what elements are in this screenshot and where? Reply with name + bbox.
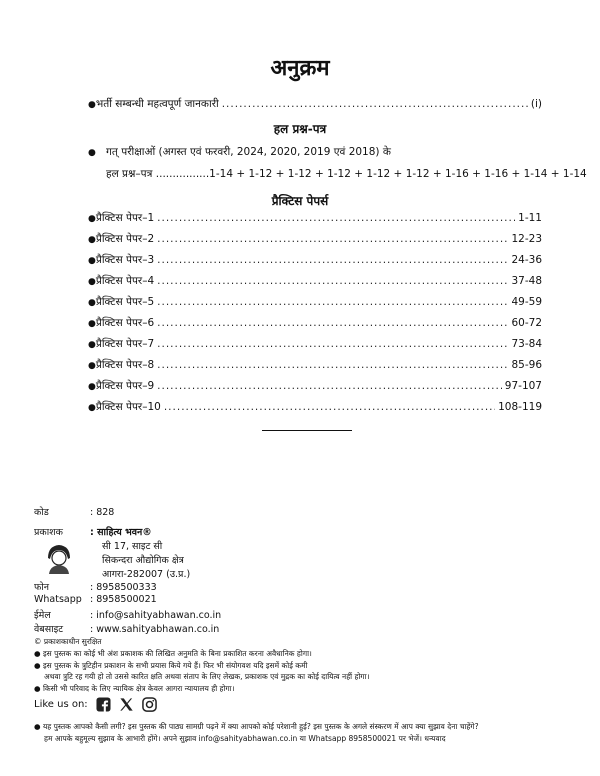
bullet-icon: ● bbox=[88, 214, 96, 224]
toc-item-practice[interactable] bbox=[88, 337, 542, 353]
toc-label: प्रैक्टिस पेपर–7 bbox=[95, 338, 155, 350]
toc-item-practice[interactable] bbox=[88, 295, 542, 311]
leader-dots bbox=[157, 380, 502, 392]
toc-page: 108-119 bbox=[498, 401, 542, 413]
toc-label: प्रैक्टिस पेपर–8 bbox=[95, 359, 155, 371]
bullet-icon: ● bbox=[88, 403, 96, 413]
bullet-icon: ● bbox=[88, 298, 96, 308]
toc-label: प्रैक्टिस पेपर–9 bbox=[95, 380, 155, 392]
facebook-icon[interactable] bbox=[96, 697, 111, 712]
bullet-icon: ● bbox=[88, 361, 96, 371]
address-line-1: सी 17, साइट सी bbox=[102, 541, 163, 552]
note-1: ● इस पुस्तक का कोई भी अंश प्रकाशक की लिखित अनुमति के बिना प्रकाशित करना अवैधानिक होगा। bbox=[34, 649, 312, 658]
toc-item-practice[interactable] bbox=[88, 211, 542, 227]
leader-dots bbox=[157, 212, 515, 224]
leader-dots bbox=[157, 233, 508, 245]
imprint-code: कोड : 828 bbox=[34, 507, 115, 518]
toc-label: प्रैक्टिस पेपर–1 bbox=[95, 212, 155, 224]
imprint-whatsapp: Whatsapp : 8958500021 bbox=[34, 594, 157, 605]
toc-label: प्रैक्टिस पेपर–10 bbox=[95, 401, 161, 413]
note-3: ● किसी भी परिवाद के लिए न्यायिक क्षेत्र केवल आगरा न्यायालय ही होगा। bbox=[34, 684, 235, 693]
bullet-icon: ● bbox=[34, 684, 43, 693]
toc-item-practice[interactable] bbox=[88, 379, 542, 395]
leader-dots bbox=[157, 359, 508, 371]
divider bbox=[262, 430, 352, 431]
bullet-icon: ● bbox=[88, 277, 96, 287]
leader-dots bbox=[164, 401, 495, 413]
leader-dots bbox=[157, 254, 508, 266]
social-links bbox=[34, 697, 157, 712]
note-2: ● इस पुस्तक के त्रुटिहीन प्रकाशन के सभी प्रयास किये गये हैं। फिर भी संयोगवश यदि इसमें कोई कमी bbox=[34, 661, 308, 670]
toc-page: 97-107 bbox=[504, 380, 542, 392]
leader-dots bbox=[157, 317, 508, 329]
imprint-website[interactable]: वेबसाइट : www.sahityabhawan.co.in bbox=[34, 624, 220, 635]
toc-page: 49-59 bbox=[511, 296, 542, 308]
bullet-icon: ● bbox=[88, 100, 96, 110]
leader-dots bbox=[157, 296, 508, 308]
bullet-icon: ● bbox=[34, 722, 43, 731]
bullet-icon: ● bbox=[88, 319, 96, 329]
toc-item-practice[interactable] bbox=[88, 358, 542, 374]
toc-page: 60-72 bbox=[511, 317, 542, 329]
toc-page: 12-23 bbox=[511, 233, 542, 245]
toc-page: (i) bbox=[530, 98, 542, 110]
toc-label: प्रैक्टिस पेपर–6 bbox=[95, 317, 155, 329]
toc-item-practice[interactable] bbox=[88, 274, 542, 290]
toc-label: भर्ती सम्बन्धी महत्वपूर्ण जानकारी bbox=[95, 98, 219, 110]
section-heading-solved-papers: हल प्रश्न-पत्र bbox=[273, 122, 327, 136]
toc-item-practice[interactable] bbox=[88, 232, 542, 248]
publisher-logo-icon bbox=[44, 540, 74, 576]
section-heading-practice-papers: प्रैक्टिस पेपर्स bbox=[271, 194, 329, 208]
toc-item-intro[interactable] bbox=[88, 97, 542, 113]
bullet-icon: ● bbox=[88, 340, 96, 350]
imprint-phone: फोन : 8958500333 bbox=[34, 582, 157, 593]
toc-label: गत् परीक्षाओं (अगस्त एवं फरवरी, 2024, 2020, 2019 एवं 2018) के bbox=[106, 146, 391, 158]
bullet-icon: ● bbox=[34, 649, 43, 658]
toc-page: 1-11 bbox=[518, 212, 542, 224]
note-4-continued: हम आपके बहुमूल्य सुझाव के आभारी होंगे। अपने सुझाव info@sahityabhawan.co.in या Whatsapp 8958500021 पर भेजें। धन्यवाद bbox=[44, 734, 446, 743]
address-line-3: आगरा-282007 (उ.प्र.) bbox=[102, 569, 191, 580]
toc-page: 85-96 bbox=[511, 359, 542, 371]
toc-item-practice[interactable] bbox=[88, 316, 542, 332]
bullet-icon: ● bbox=[88, 148, 96, 158]
page-title: अनुक्रम bbox=[270, 56, 330, 81]
bullet-icon: ● bbox=[88, 235, 96, 245]
toc-label: प्रैक्टिस पेपर–5 bbox=[95, 296, 155, 308]
note-4: ● यह पुस्तक आपको कैसी लगी? इस पुस्तक की पाठ्य सामग्री पढ़ने में क्या आपको कोई परेशानी हुई? इस पुस्तक के अगले संस्करण में आप क्या सुझाव देना चाहेंगे? bbox=[34, 722, 479, 731]
toc-item-past-papers[interactable] bbox=[88, 145, 542, 161]
toc-page: 37-48 bbox=[511, 275, 542, 287]
imprint-publisher: प्रकाशक : साहित्य भवन® bbox=[34, 527, 152, 538]
bullet-icon: ● bbox=[88, 382, 96, 392]
toc-item-practice[interactable] bbox=[88, 400, 542, 416]
toc-label: प्रैक्टिस पेपर–4 bbox=[95, 275, 155, 287]
imprint-email[interactable]: ईमेल : info@sahityabhawan.co.in bbox=[34, 610, 222, 621]
toc-label: प्रैक्टिस पेपर–3 bbox=[95, 254, 155, 266]
past-papers-pages: हल प्रश्न–पत्र ................1-14 + 1-12 + 1-12 + 1-12 + 1-12 + 1-12 + 1-16 + 1-16 + 1-14 + 1-14 bbox=[106, 168, 587, 180]
leader-dots bbox=[157, 338, 508, 350]
toc-page: 73-84 bbox=[511, 338, 542, 350]
x-icon[interactable] bbox=[119, 697, 134, 712]
bullet-icon: ● bbox=[34, 661, 43, 670]
toc-label: प्रैक्टिस पेपर–2 bbox=[95, 233, 155, 245]
address-line-2: सिकन्दरा औद्योगिक क्षेत्र bbox=[102, 555, 184, 566]
like-us-label: Like us on: bbox=[34, 699, 88, 710]
copyright-note: © प्रकाशकाधीन सुरक्षित bbox=[34, 637, 102, 646]
toc-page: 24-36 bbox=[511, 254, 542, 266]
bullet-icon: ● bbox=[88, 256, 96, 266]
leader-dots bbox=[222, 98, 528, 110]
toc-item-practice[interactable] bbox=[88, 253, 542, 269]
instagram-icon[interactable] bbox=[142, 697, 157, 712]
note-2-continued: अथवा त्रुटि रह गयी हो तो उससे कारित क्षति अथवा संताप के लिए लेखक, प्रकाशक एवं मुद्रक का कोई दायित्व नहीं होगा। bbox=[44, 672, 370, 681]
leader-dots bbox=[157, 275, 508, 287]
